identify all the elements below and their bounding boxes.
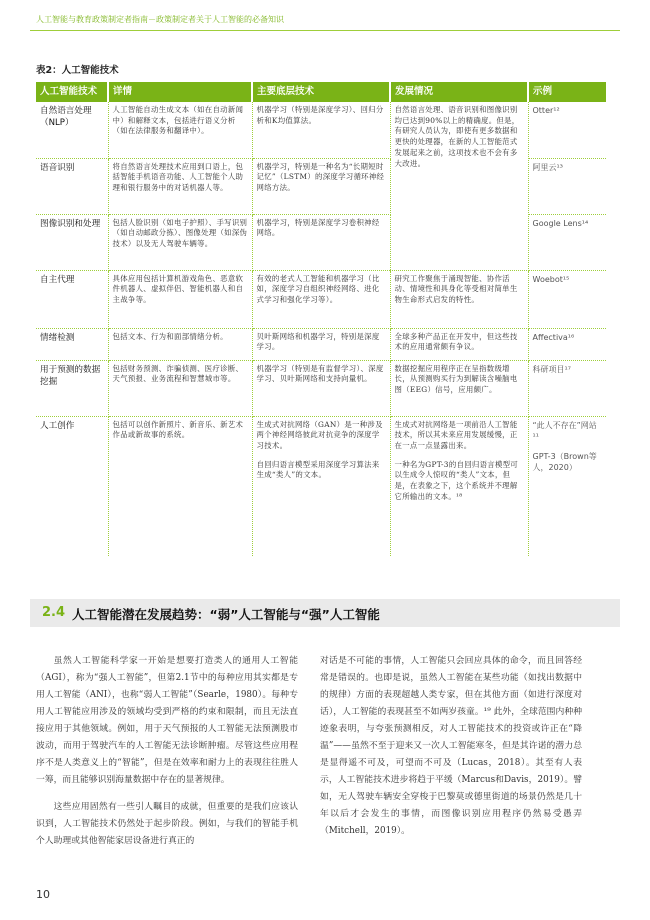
underlying-text: 自回归语言模型采用深度学习算法来生成“类人”的文本。 [256, 459, 380, 480]
column-header: 主要底层技术 [252, 82, 390, 102]
section-title: 人工智能潜在发展趋势：“弱”人工智能与“强”人工智能 [72, 607, 380, 622]
underlying-text: 生成式对抗网络（GAN）是一种涉及两个神经网络彼此对抗竞争的深度学习技术。 [256, 419, 383, 450]
tech-cell: 用于预测的数据挖掘 [36, 360, 108, 416]
header-divider [30, 30, 620, 31]
table-caption: 表2：人工智能技术 [36, 65, 119, 76]
column-header: 示例 [528, 82, 606, 102]
development-cell [390, 416, 528, 556]
example-cell: 阿里云¹³ [528, 158, 606, 214]
tech-cell: 情绪检测 [36, 328, 108, 360]
section-number: 2.4 [42, 605, 66, 620]
underlying-cell: 机器学习（特别是有监督学习）、深度学习、贝叶斯网络和支持向量机。 [252, 360, 390, 416]
table-row [36, 360, 606, 416]
table-row [36, 416, 606, 556]
example-cell: Woebot¹⁵ [528, 270, 606, 328]
ai-techniques-table [36, 82, 606, 556]
detail-cell: 包括人脸识别（如电子护照）、手写识别（如自动邮政分拣）、图像处理（如深伪技术）以及无人驾驶车辆等。 [108, 214, 252, 270]
development-cell: 全球多种产品正在开发中，但这些技术的应用通常颇有争议。 [390, 328, 528, 360]
development-text: 一种名为GPT-3的自回归语言模型可以生成令人惊叹的“类人”文本，但是，在表象之下，这个系统并不理解它所输出的文本。¹⁸ [394, 459, 519, 501]
development-cell: 研究工作聚焦于涌现智能、协作活动、情境性和具身化等受相对简单生物生命形式启发的特性。 [390, 270, 528, 328]
body-right-column [320, 653, 582, 850]
detail-cell: 包括财务预测、诈骗侦测、医疗诊断、天气预报、业务流程和智慧城市等。 [108, 360, 252, 416]
tech-cell: 图像识别和处理 [36, 214, 108, 270]
table-header-row [36, 82, 606, 102]
development-cell: 数据挖掘应用程序正在呈指数级增长，从预测购买行为到解读含噪脑电图（EEG）信号，应用颇广。 [390, 360, 528, 416]
example-cell [528, 416, 606, 556]
body-left-column [36, 653, 298, 860]
example-cell: Otter¹² [528, 102, 606, 158]
running-header [0, 0, 650, 40]
tech-cell: 自主代理 [36, 270, 108, 328]
detail-cell: 将自然语言处理技术应用到口语上，包括智能手机语音功能、人工智能个人助理和银行服务中的对话机器人等。 [108, 158, 252, 214]
example-cell: Google Lens¹⁴ [528, 214, 606, 270]
paragraph: 对话是不可能的事情，人工智能只会回应具体的命令，而且回答经常是错误的。也即是说，虽然人工智能在某些功能（如找出数据中的规律）方面的表现超越人类专家，但在其他方面（如进行深度对话），人工智能的表现甚至不如两岁孩童。¹⁹ 此外，全球范围内种种迹象表明，与夸张预测相反，对人工智能技术的投资或许正在“降温”——虽然不至于迎来又一次人工智能寒冬，但是其许诺的潜力总是显得遥不可及，可望而不可及（Lucas，2018）。其至有人表示，人工智能技术进步将趋于平缓（Marcus和Davis，2019）。譬如，无人驾驶车辆安全穿梭于巴黎莫或德里街道的场景仍然是几十年以后才会发生的事情，而图像识别应用程序仍然易受愚弄（Mitchell，2019）。 [320, 656, 582, 836]
tech-cell: 语音识别 [36, 158, 108, 214]
example-text: “此人不存在”网站¹¹ [532, 420, 597, 442]
underlying-cell: 有效的老式人工智能和机器学习（比如，深度学习自组织神经网络、进化式学习和强化学习等）。 [252, 270, 390, 328]
underlying-cell [252, 416, 390, 556]
underlying-cell: 机器学习，特别是一种名为“长期短时记忆”（LSTM）的深度学习循环神经网络方法。 [252, 158, 390, 214]
page-number: 10 [36, 888, 50, 901]
example-cell: 科研项目¹⁷ [528, 360, 606, 416]
table-row [36, 102, 606, 158]
example-text: GPT-3（Brown等人，2020） [532, 451, 597, 473]
underlying-cell: 机器学习，特别是深度学习卷积神经网络。 [252, 214, 390, 270]
table-row [36, 270, 606, 328]
paragraph: 虽然人工智能科学家一开始是想要打造类人的通用人工智能（AGI），称为“强人工智能”，但第2.1节中的每种应用其实都是专用人工智能（ANI），也称“弱人工智能”（Searle，1980）。每种专用人工智能应用涉及的领域均受到严格的约束和限制，而且无法直接应用于其他领域。例如，用于天气预报的人工智能无法预测股市波动，而用于驾驶汽车的人工智能无法诊断肿瘤。尽管这些应用程序不是人类意义上的“智能”，但是在效率和耐力上的表现往往胜人一筹，而且能够识别海量数据中存在的显著规律。 [36, 656, 298, 785]
detail-cell: 人工智能自动生成文本（如在自动新闻中）和解释文本，包括进行语义分析（如在法律服务和翻译中）。 [108, 102, 252, 158]
tech-cell: 人工创作 [36, 416, 108, 556]
column-header: 详情 [108, 82, 252, 102]
column-header: 人工智能技术 [36, 82, 108, 102]
development-text: 生成式对抗网络是一项前沿人工智能技术，所以其未来应用发展缓慢，正在一点一点显露出来。 [394, 419, 518, 450]
development-cell: 自然语言处理、语音识别和图像识别均已达到90%以上的精确度。但是，有研究人员认为，即使有更多数据和更快的处理器，在新的人工智能范式发展起来之前，这项技术也不会有多大改进。 [390, 102, 528, 270]
underlying-cell: 机器学习（特别是深度学习）、回归分析和K均值算法。 [252, 102, 390, 158]
underlying-cell: 贝叶斯网络和机器学习，特别是深度学习。 [252, 328, 390, 360]
running-title: 人工智能与教育政策制定者指南－政策制定者关于人工智能的必备知识 [36, 15, 284, 24]
detail-cell: 包括文本、行为和面部情绪分析。 [108, 328, 252, 360]
example-cell: Affectiva¹⁶ [528, 328, 606, 360]
detail-cell: 包括可以创作新照片、新音乐、新艺术作品或新故事的系统。 [108, 416, 252, 556]
paragraph: 这些应用固然有一些引人瞩目的成就，但重要的是我们应该认识到，人工智能技术仍然处于起步阶段。例如，与我们的智能手机个人助理或其他智能家居设备进行真正的 [36, 802, 298, 846]
section-heading [30, 599, 620, 627]
table-row [36, 328, 606, 360]
tech-cell: 自然语言处理（NLP） [36, 102, 108, 158]
detail-cell: 具体应用包括计算机游戏角色、恶意软件机器人、虚拟伴侣、智能机器人和自主战争等。 [108, 270, 252, 328]
column-header: 发展情况 [390, 82, 528, 102]
